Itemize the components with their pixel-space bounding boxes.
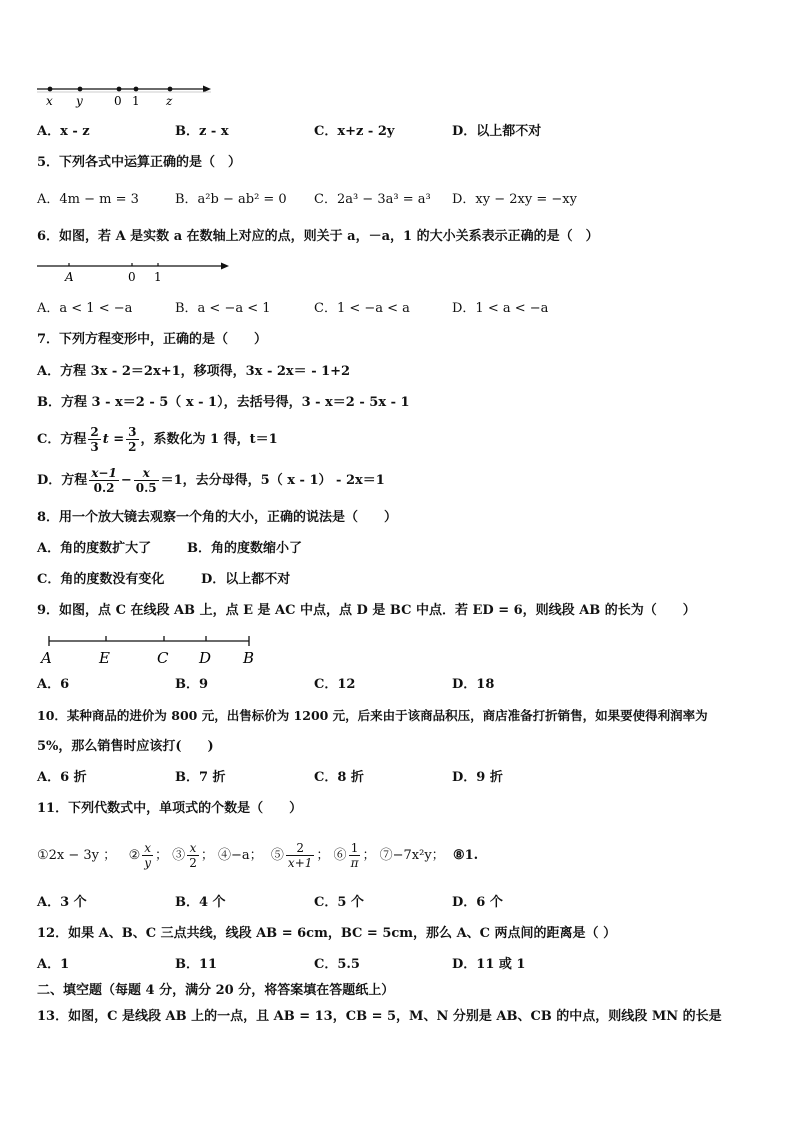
- q5-option-b[interactable]: B．a²b − ab² = 0: [175, 192, 287, 207]
- q7-option-c-suffix: ，系数化为 1 得，t＝1: [140, 432, 278, 447]
- q9-label-b: B: [243, 649, 255, 667]
- q11-option-d[interactable]: D．6 个: [452, 895, 503, 910]
- q5-option-d[interactable]: D．xy − 2xy = −xy: [452, 192, 577, 207]
- q4-number-line: [35, 80, 215, 110]
- q9-label-d: D: [199, 649, 212, 667]
- q9-label-c: C: [157, 649, 169, 667]
- q11-frac-2: $\frac{x}{y}$: [144, 841, 152, 870]
- q10-option-b[interactable]: B．7 折: [175, 770, 226, 785]
- q6-option-d[interactable]: D．1 < a < −a: [452, 301, 549, 316]
- q7-d-frac-right: $\frac{x}{0.5}$: [135, 466, 157, 495]
- q12-option-d[interactable]: D．11 或 1: [452, 957, 526, 972]
- q11-frac-5: $\frac{2}{x+1}$: [287, 841, 313, 870]
- q6-stem: 6．如图，若 A 是实数 a 在数轴上对应的点，则关于 a，－a，1 的大小关系表示正确的是（ ）: [37, 229, 599, 244]
- q8-option-b[interactable]: B．角的度数缩小了: [187, 541, 302, 556]
- q9-option-a[interactable]: A．6: [37, 677, 70, 692]
- q11-frac-3: $\frac{x}{2}$: [189, 841, 197, 870]
- q11-option-a[interactable]: A．3 个: [37, 895, 87, 910]
- q9-segment-figure: [37, 633, 267, 667]
- q7-d-mid: −: [120, 473, 132, 488]
- q6-option-c[interactable]: C．1 < −a < a: [314, 301, 410, 316]
- q10-stem-line1: 10．某种商品的进价为 800 元，出售标价为 1200 元，后来由于该商品积压，商店准备打折销售，如果要使得利润率为: [37, 708, 708, 723]
- q6-number-line: [35, 257, 235, 285]
- q12-stem: 12．如果 A、B、C 三点共线，线段 AB = 6cm，BC = 5cm，那么 A、C 两点间的距离是（ ）: [37, 926, 617, 941]
- q5-option-a[interactable]: A．4m − m = 3: [37, 192, 139, 207]
- q11-item-1: ①2x − 3y ；: [37, 848, 117, 863]
- q11-item-8: ⑧1.: [452, 848, 479, 863]
- q4-nl-label-z: z: [166, 94, 173, 108]
- q7-stem: 7．下列方程变形中，正确的是（ ）: [37, 332, 268, 347]
- q6-nl-label-a: A: [65, 270, 74, 284]
- q6-nl-label-1: 1: [154, 270, 162, 284]
- q7-option-d-prefix: D．方程: [37, 473, 88, 488]
- q7-c-frac-right: $\frac{3}{2}$: [128, 425, 137, 454]
- q11-item-2-mark: ②: [128, 848, 141, 863]
- q7-option-c[interactable]: [37, 424, 278, 456]
- q11-item-6-mark: ⑥: [333, 848, 347, 863]
- q4-nl-label-1: 1: [132, 94, 140, 108]
- q7-option-b[interactable]: B．方程 3 - x＝2 - 5（ x - 1），去括号得，3 - x＝2 - 5x - 1: [37, 395, 410, 410]
- q7-d-frac-left: $\frac{x-1}{0.2}$: [91, 466, 117, 495]
- q13-stem: 13．如图，C 是线段 AB 上的一点，且 AB = 13，CB = 5，M、N 分别是 AB、CB 的中点，则线段 MN 的长是: [37, 1009, 722, 1024]
- q11-item-7: ⑦−7x²y；: [379, 848, 445, 863]
- q4-option-d[interactable]: D．以上都不对: [452, 124, 542, 139]
- q9-stem: 9．如图，点 C 在线段 AB 上，点 E 是 AC 中点，点 D 是 BC 中点．若 ED = 6，则线段 AB 的长为（ ）: [37, 603, 696, 618]
- q4-nl-label-x: x: [46, 94, 53, 108]
- q4-option-c[interactable]: C．x+z - 2y: [314, 124, 395, 139]
- q9-label-e: E: [99, 649, 110, 667]
- q9-label-a: A: [41, 649, 52, 667]
- q4-option-b[interactable]: B．z - x: [175, 124, 229, 139]
- q7-c-frac-left: $\frac{2}{3}$: [90, 425, 99, 454]
- q7-option-a[interactable]: A．方程 3x - 2＝2x+1，移项得，3x - 2x＝ - 1+2: [37, 364, 351, 379]
- q11-item-3-mark: ③: [172, 848, 186, 863]
- q4-option-a[interactable]: A．x - z: [37, 124, 90, 139]
- q7-c-mid: t =: [102, 432, 125, 447]
- q12-option-b[interactable]: B．11: [175, 957, 218, 972]
- q4-nl-label-0: 0: [114, 94, 122, 108]
- q11-items: ①2x − 3y ； ② $\frac{x}{y}$ ； ③ $\frac{x}{2}$ ； ④−a； ⑤ $\frac{2}{x+1}$ ； ⑥ $\frac{1}{\pi}$ ； ⑦−7x²y； ⑧1.: [37, 841, 479, 870]
- q10-option-c[interactable]: C．8 折: [314, 770, 364, 785]
- q11-option-c[interactable]: C．5 个: [314, 895, 364, 910]
- q12-option-c[interactable]: C．5.5: [314, 957, 360, 972]
- q11-option-b[interactable]: B．4 个: [175, 895, 226, 910]
- q8-stem: 8．用一个放大镜去观察一个角的大小，正确的说法是（ ）: [37, 510, 398, 525]
- section-2-title: 二、填空题（每题 4 分，满分 20 分，将答案填在答题纸上）: [37, 983, 395, 998]
- q12-option-a[interactable]: A．1: [37, 957, 70, 972]
- q11-item-4: ④−a；: [217, 848, 263, 863]
- q9-option-c[interactable]: C．12: [314, 677, 356, 692]
- q10-option-d[interactable]: D．9 折: [452, 770, 503, 785]
- q6-nl-label-0: 0: [128, 270, 136, 284]
- q11-item-5-mark: ⑤: [270, 848, 284, 863]
- q11-frac-6: $\frac{1}{\pi}$: [350, 841, 359, 870]
- q8-option-a[interactable]: A．角的度数扩大了: [37, 541, 152, 556]
- q9-option-d[interactable]: D．18: [452, 677, 495, 692]
- q7-option-c-prefix: C．方程: [37, 432, 87, 447]
- q8-option-d[interactable]: D．以上都不对: [201, 572, 291, 587]
- q5-option-c[interactable]: C．2a³ − 3a³ = a³: [314, 192, 431, 207]
- q10-stem-line2: 5%，那么销售时应该打( ): [37, 739, 214, 754]
- q7-option-d[interactable]: [37, 465, 385, 497]
- q9-option-b[interactable]: B．9: [175, 677, 209, 692]
- q4-nl-label-y: y: [76, 94, 83, 108]
- q5-stem: 5．下列各式中运算正确的是（ ）: [37, 155, 242, 170]
- q8-option-c[interactable]: C．角的度数没有变化: [37, 572, 165, 587]
- q11-stem: 11．下列代数式中，单项式的个数是（ ）: [37, 801, 303, 816]
- q6-option-b[interactable]: B．a < −a < 1: [175, 301, 271, 316]
- q10-option-a[interactable]: A．6 折: [37, 770, 87, 785]
- q6-option-a[interactable]: A．a < 1 < −a: [37, 301, 133, 316]
- q7-option-d-suffix: ＝1，去分母得，5（ x - 1） - 2x＝1: [160, 473, 385, 488]
